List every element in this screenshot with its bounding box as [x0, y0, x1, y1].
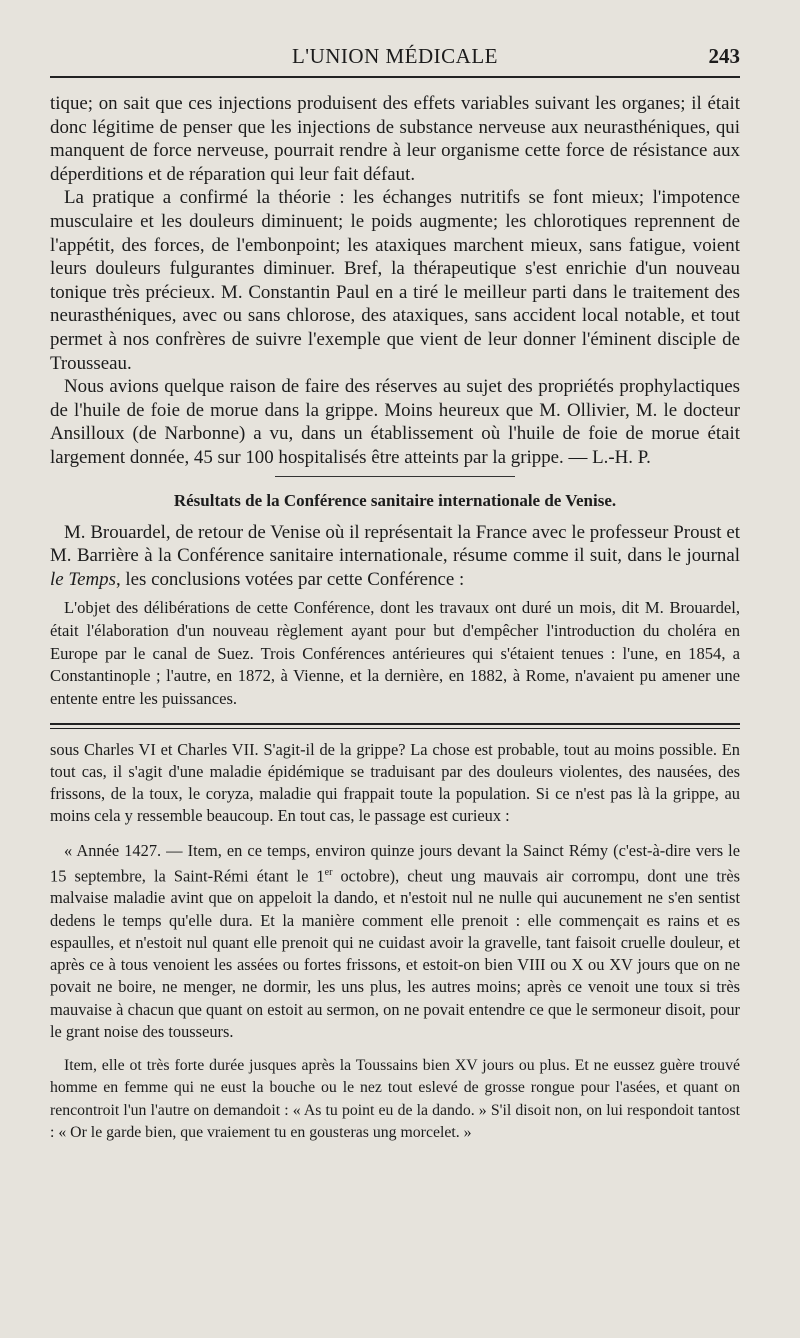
- page-number: 243: [708, 44, 740, 68]
- chronicle-text-end: octobre), cheut ung mauvais air corrompu, dont une très malvaise maladie avint que on appeloit la dando, et n'estoit nul ne nulle qui aucunement ne s'en sentist dedens le temps qu'elle dura. Et la manière comment elle prenoit : elle commençait es rains et es espaulles, et n'estoit nul quant elle prenoit qui ne cuidast avoir la gravelle, tant faisoit cruelle douleur, et après ce à tous venoient les assées ou fortes frissons, et estoit-on bien VIII ou X ou XV jours que on ne povait ne boire, ne menger, ne dormir, les uns plus, les autres moins; après ce venoit une toux si très mauvaise à chacun que quant on estoit au sermon, on ne povait entendre ce que le sermoneur disoit, pour le grant noise des tousseurs.: [50, 866, 740, 1041]
- chronicle-text-start: « Année 1427. — Item, en ce temps, environ quinze jours devant la Sainct Rémy (c'est-à-dire vers le 15 septembre, la Saint-Rémi étant le 1: [50, 840, 740, 886]
- section-paragraph-text: M. Brouardel, de retour de Venise où il représentait la France avec le professeur Proust et M. Barrière à la Conférence sanitaire internationale, résume comme il suit, dans le journal: [50, 521, 740, 567]
- page-header: [50, 0, 740, 76]
- section-paragraph-end: , les conclusions votées par cette Conférence :: [115, 568, 465, 590]
- feuilleton-paragraph-2: [50, 840, 740, 1043]
- section-paragraph-1: [50, 521, 740, 592]
- section-divider: [275, 476, 515, 477]
- paragraph-gap: [50, 828, 740, 840]
- journal-title: le Temps: [50, 568, 116, 590]
- paragraph-gap: [50, 1043, 740, 1055]
- article-body: [50, 76, 740, 470]
- article-paragraph-3: Nous avions quelque raison de faire des réserves au sujet des propriétés prophylactiques de l'huile de foie de morue dans la grippe. Moins heureux que M. Ollivier, M. le docteur Ansilloux (de Narbonne) a vu, dans un établissement où l'huile de foie de morue était largement donnée, 45 sur 100 hospitalisés être atteints par la grippe. — L.-H. P.: [50, 376, 740, 468]
- article-paragraph-1: tique; on sait que ces injections produisent des effets variables suivant les organes; il était donc légitime de penser que les injections de substance nerveuse aux neurasthéniques, qui manquent de force nerveuse, pourrait rendre à leur organisme cette force de résistance aux déperditions et de réparation qui leur fait défaut.: [50, 93, 740, 185]
- header-rule: [50, 76, 740, 78]
- feuilleton-paragraph-3: Item, elle ot très forte durée jusques après la Toussains bien XV jours ou plus. Et ne eussez guère trouvé homme en femme qui ne eust la bouche ou le nez tout eslevé de grosse rongue pour l'asées, et quant on rencontroit l'un l'autre on demandoit : « As tu point eu de la dando. » S'il disoit non, on lui respondoit tantost : « Or le garde bien, que vraiement tu en gousteras ung morcelet. »: [50, 1056, 740, 1142]
- article-paragraph-2: La pratique a confirmé la théorie : les échanges nutritifs se font mieux; l'impotence musculaire et les douleurs diminuent; le poids augmente; les chlorotiques reprennent de l'appétit, des forces, de l'embonpoint; les ataxiques marchent mieux, sans fatigue, voient leurs douleurs fulgurantes diminuer. Bref, la thérapeutique s'est enrichie d'un nouveau tonique très précieux. M. Constantin Paul en a tiré le meilleur parti dans le traitement des neurasthéniques, avec ou sans chlorose, des ataxiques, sans accident local notable, et tout permet à nos confrères de suivre l'exemple que vient de leur donner l'éminent disciple de Trousseau.: [50, 187, 740, 374]
- quoted-report: L'objet des délibérations de cette Conférence, dont les travaux ont duré un mois, dit M. Brouardel, était l'élaboration d'un nouveau règlement ayant pour but d'empêcher l'introduction du choléra en Europe par le canal de Suez. Trois Conférences antérieures qui s'étaient tenues : l'une, en 1854, a Constantinople ; l'autre, en 1872, à Vienne, et la dernière, en 1882, à Rome, n'avaient pu amener une entente entre les puissances.: [50, 598, 740, 709]
- superscript: er: [324, 866, 333, 878]
- feuilleton: [50, 739, 740, 1145]
- running-title: L'UNION MÉDICALE: [291, 44, 498, 68]
- feuilleton-paragraph-1: sous Charles VI et Charles VII. S'agit-il de la grippe? La chose est probable, tout au moins possible. En tout cas, il s'agit d'une maladie épidémique se traduisant par des douleurs violentes, des nausées, des frissons, de la toux, le coryza, maladie qui frappait toute la population. Si ce n'est pas là la grippe, au moins cela y ressemble beaucoup. En tout cas, le passage est curieux :: [50, 739, 740, 826]
- feuilleton-rule: [50, 723, 740, 729]
- section-heading: Résultats de la Conférence sanitaire internationale de Venise.: [173, 490, 617, 510]
